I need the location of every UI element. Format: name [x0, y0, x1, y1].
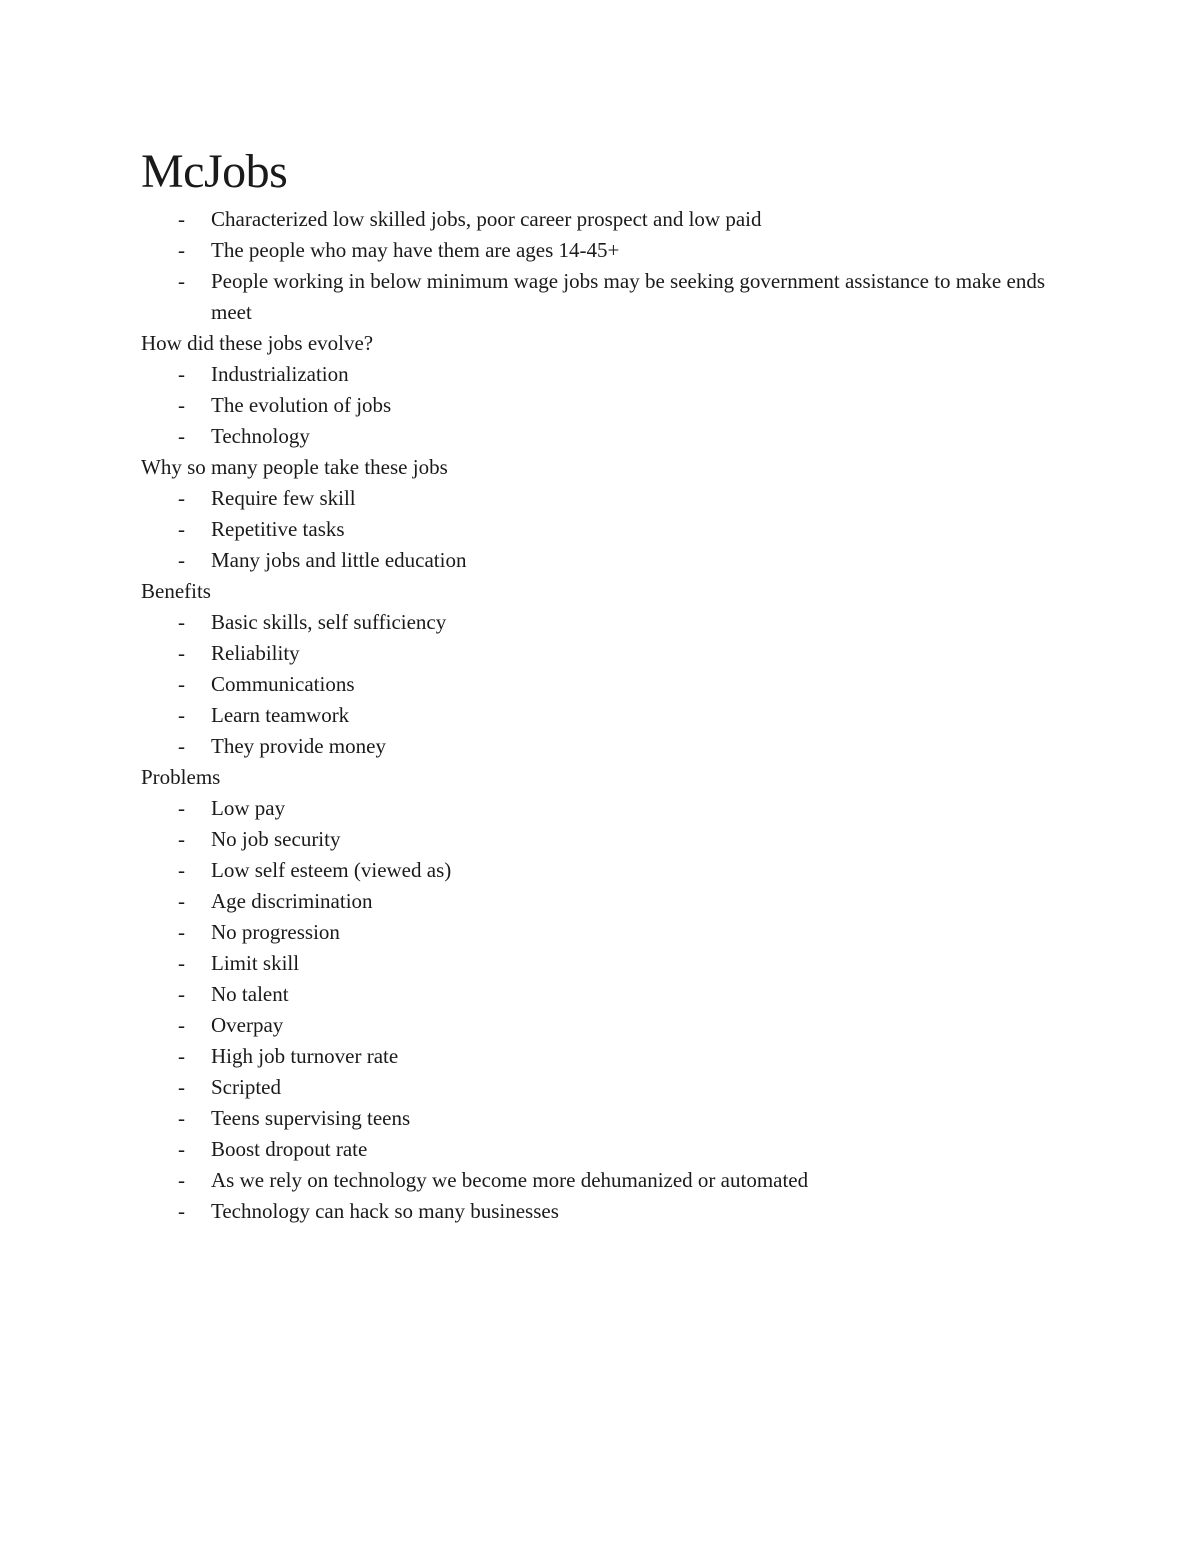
bullet-dash: -	[178, 1075, 185, 1099]
list-item-text: As we rely on technology we become more dehumanized or automated	[211, 1168, 809, 1192]
bullet-dash: -	[178, 672, 185, 696]
bullet-dash: -	[178, 1137, 185, 1161]
bullet-dash: -	[178, 796, 185, 820]
evolution-list	[141, 359, 1061, 452]
list-item-text: Scripted	[211, 1075, 281, 1099]
bullet-dash: -	[178, 362, 185, 386]
list-item	[141, 421, 1061, 452]
list-item	[141, 1165, 1061, 1196]
list-item-text: Many jobs and little education	[211, 548, 467, 572]
list-item	[141, 917, 1061, 948]
list-item-text: Low pay	[211, 796, 286, 820]
list-item-text: Repetitive tasks	[211, 517, 345, 541]
bullet-dash: -	[178, 1013, 185, 1037]
bullet-dash: -	[178, 1199, 185, 1223]
bullet-dash: -	[178, 827, 185, 851]
list-item	[141, 855, 1061, 886]
list-item-text: Basic skills, self sufficiency	[211, 610, 447, 634]
list-item-text: Boost dropout rate	[211, 1137, 368, 1161]
list-item	[141, 1103, 1061, 1134]
bullet-dash: -	[178, 982, 185, 1006]
list-item-text: Limit skill	[211, 951, 300, 975]
bullet-dash: -	[178, 734, 185, 758]
problems-list	[141, 793, 1061, 1227]
list-item-text: No progression	[211, 920, 340, 944]
bullet-dash: -	[178, 269, 185, 293]
list-item-text: Overpay	[211, 1013, 284, 1037]
bullet-dash: -	[178, 1106, 185, 1130]
list-item-text: No talent	[211, 982, 289, 1006]
bullet-dash: -	[178, 703, 185, 727]
bullet-dash: -	[178, 548, 185, 572]
list-item	[141, 793, 1061, 824]
section-heading-why: Why so many people take these jobs	[141, 455, 448, 479]
intro-list	[141, 204, 1061, 328]
list-item-text: Industrialization	[211, 362, 349, 386]
bullet-dash: -	[178, 920, 185, 944]
list-item-text: The people who may have them are ages 14-45+	[211, 238, 620, 262]
list-item-text: No job security	[211, 827, 341, 851]
list-item	[141, 390, 1061, 421]
list-item	[141, 266, 1061, 328]
list-item	[141, 359, 1061, 390]
list-item	[141, 483, 1061, 514]
bullet-dash: -	[178, 517, 185, 541]
section-heading-evolution: How did these jobs evolve?	[141, 331, 374, 355]
list-item	[141, 235, 1061, 266]
list-item-text: Learn teamwork	[211, 703, 350, 727]
bullet-dash: -	[178, 207, 185, 231]
benefits-list	[141, 607, 1061, 762]
document-page	[141, 140, 1061, 1227]
list-item-text: People working in below minimum wage jobs may be seeking government assistance to make ends meet	[211, 269, 1045, 324]
list-item	[141, 979, 1061, 1010]
list-item	[141, 824, 1061, 855]
bullet-dash: -	[178, 1044, 185, 1068]
list-item-text: Technology can hack so many businesses	[211, 1199, 559, 1223]
bullet-dash: -	[178, 858, 185, 882]
list-item	[141, 545, 1061, 576]
section-heading-benefits: Benefits	[141, 579, 211, 603]
list-item	[141, 638, 1061, 669]
list-item	[141, 1134, 1061, 1165]
list-item-text: Characterized low skilled jobs, poor career prospect and low paid	[211, 207, 762, 231]
list-item	[141, 1196, 1061, 1227]
why-list	[141, 483, 1061, 576]
list-item	[141, 1072, 1061, 1103]
list-item-text: Reliability	[211, 641, 300, 665]
list-item-text: Teens supervising teens	[211, 1106, 411, 1130]
list-item-text: Technology	[211, 424, 310, 448]
list-item	[141, 1041, 1061, 1072]
bullet-dash: -	[178, 641, 185, 665]
list-item	[141, 886, 1061, 917]
list-item	[141, 514, 1061, 545]
document-title: McJobs	[141, 145, 288, 198]
list-item-text: They provide money	[211, 734, 386, 758]
bullet-dash: -	[178, 393, 185, 417]
list-item-text: High job turnover rate	[211, 1044, 399, 1068]
list-item-text: The evolution of jobs	[211, 393, 392, 417]
list-item	[141, 669, 1061, 700]
bullet-dash: -	[178, 889, 185, 913]
bullet-dash: -	[178, 486, 185, 510]
list-item	[141, 1010, 1061, 1041]
list-item	[141, 700, 1061, 731]
bullet-dash: -	[178, 238, 185, 262]
section-heading-problems: Problems	[141, 765, 221, 789]
list-item	[141, 948, 1061, 979]
list-item-text: Communications	[211, 672, 355, 696]
list-item-text: Require few skill	[211, 486, 356, 510]
list-item-text: Low self esteem (viewed as)	[211, 858, 452, 882]
bullet-dash: -	[178, 424, 185, 448]
list-item	[141, 731, 1061, 762]
list-item	[141, 607, 1061, 638]
list-item-text: Age discrimination	[211, 889, 373, 913]
bullet-dash: -	[178, 610, 185, 634]
list-item	[141, 204, 1061, 235]
bullet-dash: -	[178, 951, 185, 975]
bullet-dash: -	[178, 1168, 185, 1192]
